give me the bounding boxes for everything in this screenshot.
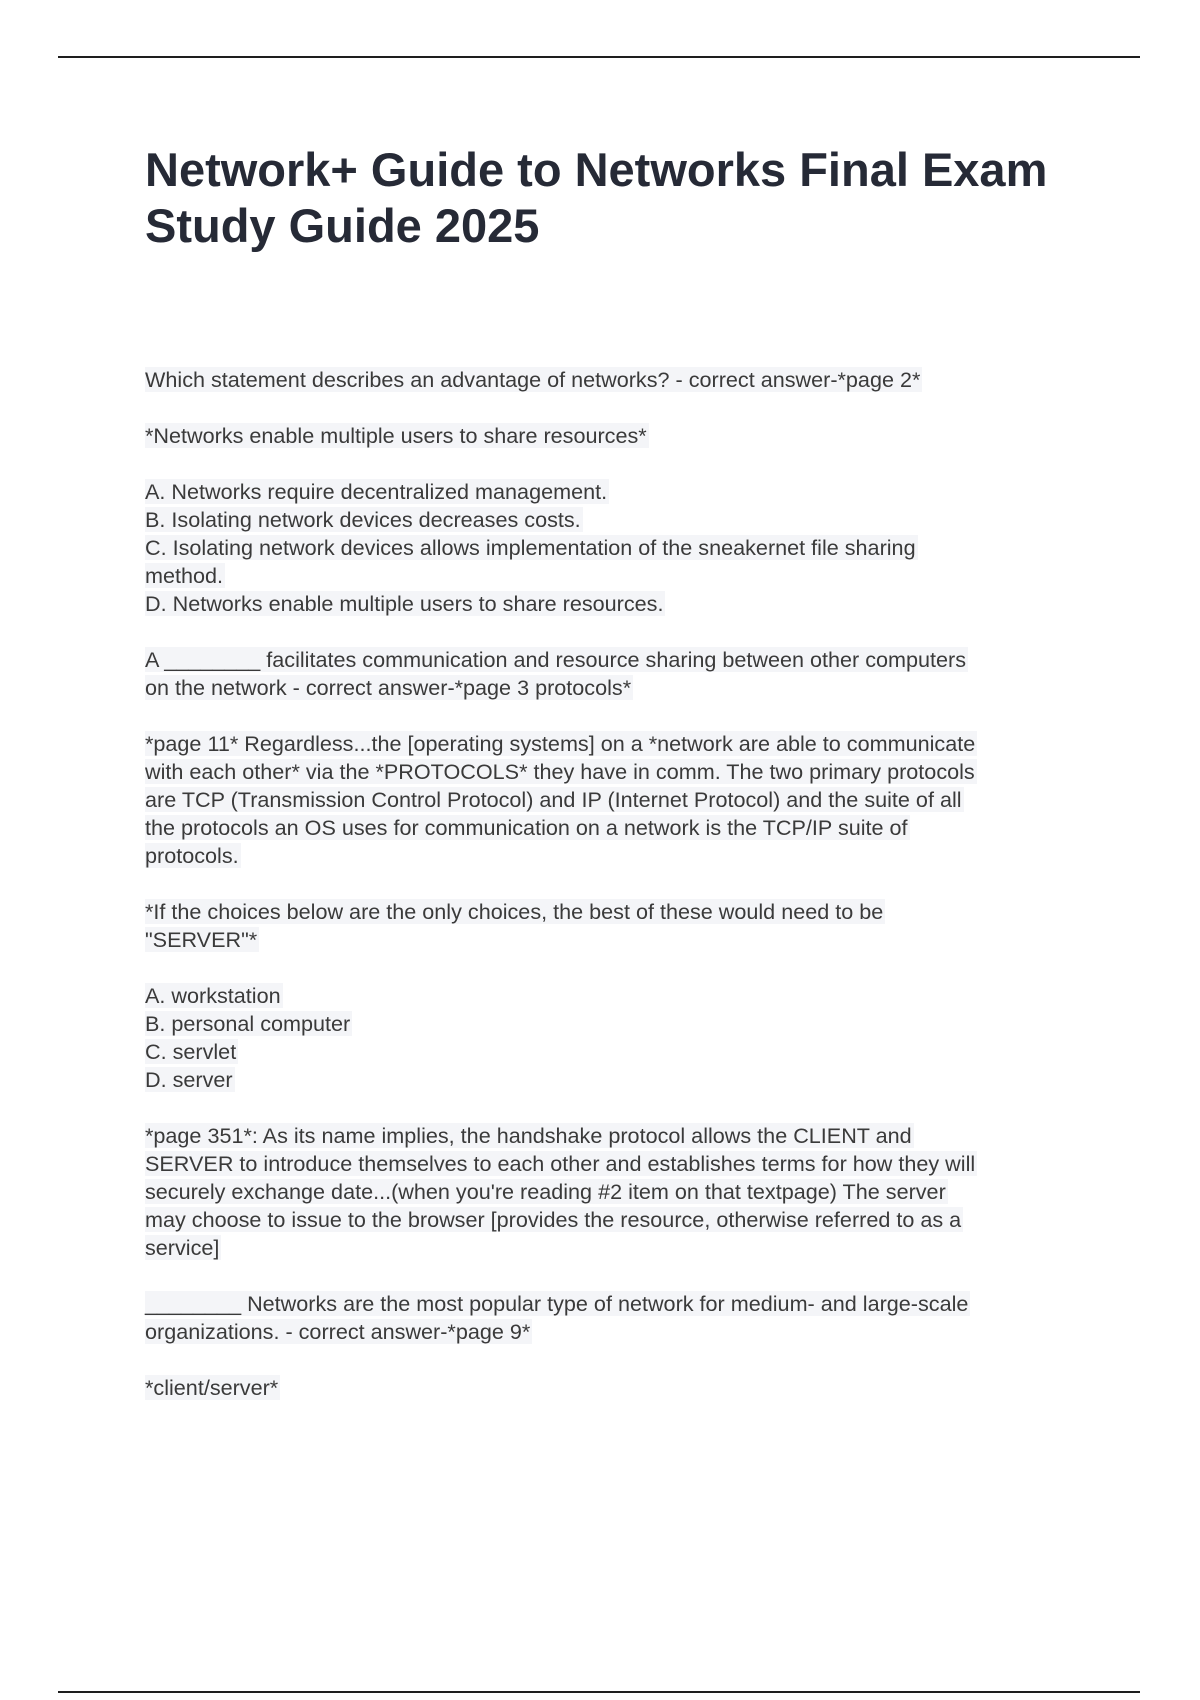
footer-rule	[58, 1691, 1140, 1693]
text-line	[145, 758, 1085, 786]
paragraph	[145, 422, 1085, 450]
title-line: Study Guide 2025	[145, 199, 540, 252]
text-line-content: SERVER to introduce themselves to each other and establishes terms for how they will	[145, 1151, 976, 1176]
text-line-content: B. Isolating network devices decreases costs.	[145, 507, 581, 532]
document-title	[145, 142, 1125, 254]
text-line-content: *page 351*: As its name implies, the handshake protocol allows the CLIENT and	[145, 1123, 912, 1148]
text-line	[145, 1234, 1085, 1262]
text-line-content: D. Networks enable multiple users to share resources.	[145, 591, 664, 616]
text-line-content: *page 11* Regardless...the [operating systems] on a *network are able to communicate	[145, 731, 976, 756]
text-line-content: method.	[145, 563, 224, 588]
text-line	[145, 1318, 1085, 1346]
paragraph	[145, 1374, 1085, 1402]
text-line-content: may choose to issue to the browser [provides the resource, otherwise referred to as a	[145, 1207, 962, 1232]
text-line-content: A. Networks require decentralized management.	[145, 479, 608, 504]
text-line-content: *If the choices below are the only choices, the best of these would need to be	[145, 899, 884, 924]
text-line	[145, 646, 1085, 674]
text-line-content: C. servlet	[145, 1039, 237, 1064]
text-line-content: C. Isolating network devices allows implementation of the sneakernet file sharing	[145, 535, 916, 560]
text-line-content: D. server	[145, 1067, 233, 1092]
text-line	[145, 1374, 1085, 1402]
text-line	[145, 1290, 1085, 1318]
text-line-content: "SERVER"*	[145, 927, 258, 952]
text-line-content: on the network - correct answer-*page 3 protocols*	[145, 675, 632, 700]
text-line	[145, 478, 1085, 506]
text-line	[145, 506, 1085, 534]
text-line-content: A ________ facilitates communication and resource sharing between other computers	[145, 647, 967, 672]
text-line	[145, 898, 1085, 926]
text-line-content: protocols.	[145, 843, 239, 868]
text-line-content: A. workstation	[145, 983, 281, 1008]
text-line	[145, 1066, 1085, 1094]
text-line-content: *client/server*	[145, 1375, 279, 1400]
text-line-content: Which statement describes an advantage of networks? - correct answer-*page 2*	[145, 367, 921, 392]
paragraph	[145, 1290, 1085, 1346]
paragraph	[145, 366, 1085, 394]
text-line-content: service]	[145, 1235, 220, 1260]
text-line	[145, 1122, 1085, 1150]
text-line	[145, 590, 1085, 618]
text-line-content: ________ Networks are the most popular type of network for medium- and large-scale	[145, 1291, 969, 1316]
paragraph	[145, 478, 1085, 618]
text-line	[145, 786, 1085, 814]
text-line	[145, 674, 1085, 702]
text-line-content: are TCP (Transmission Control Protocol) and IP (Internet Protocol) and the suite of all	[145, 787, 962, 812]
text-line-content: organizations. - correct answer-*page 9*	[145, 1319, 531, 1344]
text-line	[145, 1150, 1085, 1178]
paragraph	[145, 730, 1085, 870]
text-line	[145, 534, 1085, 562]
paragraph	[145, 1122, 1085, 1262]
text-line	[145, 1038, 1085, 1066]
document-body	[145, 366, 1085, 1430]
title-line: Network+ Guide to Networks Final Exam	[145, 143, 1048, 196]
paragraph	[145, 646, 1085, 702]
text-line	[145, 982, 1085, 1010]
text-line	[145, 1178, 1085, 1206]
text-line	[145, 422, 1085, 450]
text-line	[145, 926, 1085, 954]
paragraph	[145, 982, 1085, 1094]
header-rule	[58, 56, 1140, 58]
text-line	[145, 1206, 1085, 1234]
text-line-content: *Networks enable multiple users to share resources*	[145, 423, 647, 448]
text-line	[145, 842, 1085, 870]
text-line-content: with each other* via the *PROTOCOLS* they have in comm. The two primary protocols	[145, 759, 975, 784]
text-line-content: securely exchange date...(when you're reading #2 item on that textpage) The server	[145, 1179, 946, 1204]
text-line-content: the protocols an OS uses for communication on a network is the TCP/IP suite of	[145, 815, 908, 840]
text-line	[145, 730, 1085, 758]
text-line	[145, 366, 1085, 394]
text-line	[145, 814, 1085, 842]
text-line	[145, 562, 1085, 590]
text-line-content: B. personal computer	[145, 1011, 351, 1036]
paragraph	[145, 898, 1085, 954]
text-line	[145, 1010, 1085, 1038]
